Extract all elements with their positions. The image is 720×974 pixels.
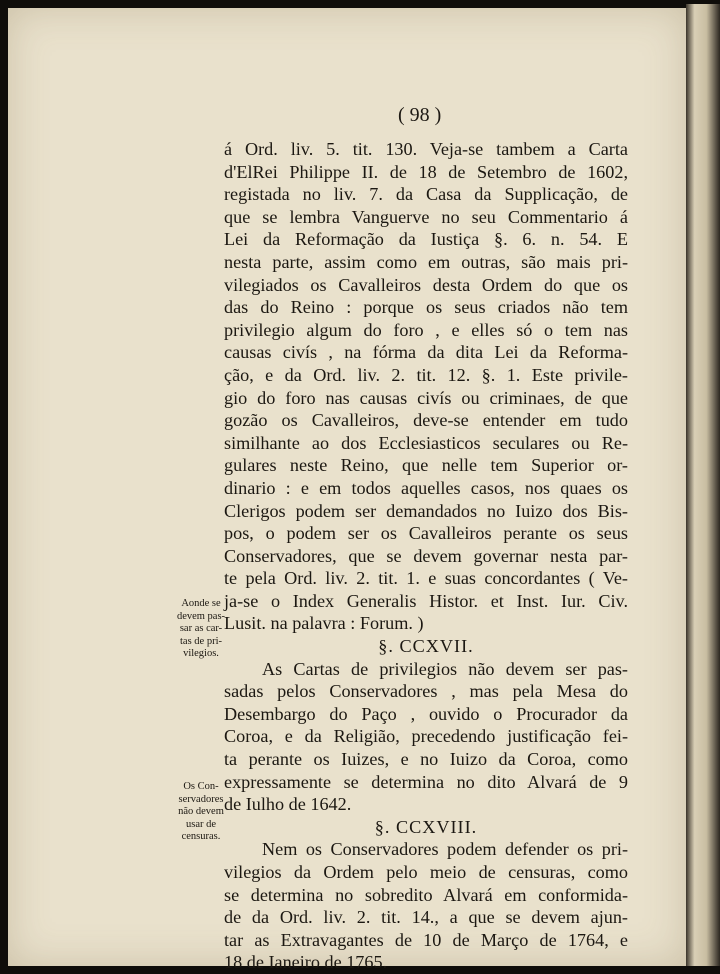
margin-note-line: sar as car-	[179, 623, 223, 634]
section-218-paragraph	[224, 838, 628, 974]
text-line: Desembargo do Paço , ouvido o Procurador da	[224, 703, 628, 724]
margin-note-line: censuras.	[181, 831, 221, 842]
text-line: ja-se o Index Generalis Histor. et Inst. Iur. Civ.	[224, 590, 628, 611]
margin-note-217	[176, 598, 226, 661]
text-line: privilegio algum do foro , e elles só o tem nas	[224, 319, 628, 340]
page-number: ( 98 )	[398, 104, 442, 126]
text-line: ção, e da Ord. liv. 2. tit. 12. §. 1. Este privile-	[224, 364, 628, 385]
main-text-block	[224, 138, 628, 974]
text-line: te pela Ord. liv. 2. tit. 1. e suas concordantes ( Ve-	[224, 568, 628, 589]
text-line: As Cartas de privilegios não devem ser pas-	[262, 658, 628, 679]
text-line: á Ord. liv. 5. tit. 130. Veja-se tambem a Carta	[224, 139, 628, 159]
text-line: causas civís , na fórma da dita Lei da Reforma-	[224, 342, 628, 363]
text-line: Clerigos podem ser demandados no Iuizo dos Bis-	[224, 500, 628, 521]
text-line: nesta parte, assim como em outras, são mais pri-	[224, 251, 628, 272]
text-line: das do Reino : porque os seus criados não tem	[224, 297, 628, 318]
text-line: de Iulho de 1642.	[224, 794, 352, 815]
text-line: que se lembra Vanguerve no seu Commentario á	[224, 206, 628, 227]
text-line: gio do foro nas causas civís ou criminaes, de que	[224, 387, 628, 408]
text-line: tar as Extravagantes de 10 de Março de 1764, e	[224, 929, 628, 950]
text-line: 18 de Ianeiro de 1765.	[224, 952, 388, 973]
margin-note-line: usar de	[185, 818, 217, 830]
text-line: gulares neste Reino, que nelle tem Superior or-	[224, 455, 628, 476]
section-heading-218: §. CCXVIII.	[374, 816, 478, 837]
book-page	[8, 8, 686, 973]
text-line: se determina no sobredito Alvará em conformida-	[224, 884, 628, 905]
text-line: sadas pelos Conservadores , mas pela Mesa do	[224, 681, 628, 702]
text-line: d'ElRei Philippe II. de 18 de Setembro de 1602,	[224, 161, 628, 182]
margin-note-line: Aonde se	[181, 598, 221, 609]
margin-note-line: devem pas-	[176, 610, 226, 622]
text-line: Nem os Conservadores podem defender os pri-	[262, 839, 628, 860]
margin-note-line: vilegios.	[183, 648, 219, 659]
text-line: gozão os Cavalleiros, deve-se entender em tudo	[224, 410, 628, 431]
margin-note-218	[176, 781, 226, 844]
text-line: Conservadores, que se devem governar nesta par-	[224, 545, 628, 566]
text-line: pos, o podem ser os Cavalleiros perante os seus	[224, 523, 628, 544]
text-line: vilegios da Ordem pelo meio de censuras, como	[224, 862, 628, 882]
section-heading-217: §. CCXVII.	[378, 636, 474, 657]
text-line: similhante ao dos Ecclesiasticos seculares ou Re-	[224, 432, 628, 453]
text-line: Coroa, e da Religião, precedendo justificação fei-	[224, 726, 628, 747]
margin-note-line: não devem	[178, 806, 224, 817]
text-line: vilegiados os Cavalleiros desta Ordem do que os	[224, 274, 628, 295]
text-line: dinario : e em todos aquelles casos, nos quaes os	[224, 477, 628, 498]
text-line: expressamente se determina no dito Alvará de 9	[224, 771, 628, 792]
margin-note-line: tas de pri-	[180, 635, 222, 647]
text-line: registada no liv. 7. da Casa da Supplicação, de	[224, 184, 628, 205]
intro-paragraph	[224, 138, 628, 635]
text-line: Lusit. na palavra : Forum. )	[224, 613, 424, 634]
section-217-paragraph	[224, 658, 628, 816]
text-line: ta perante os Iuizes, e no Iuizo da Coroa, como	[224, 749, 628, 770]
text-line: Lei da Reformação da Iustiça §. 6. n. 54. E	[224, 229, 628, 250]
margin-note-line: servadores	[178, 793, 224, 805]
next-page-edge	[686, 4, 720, 966]
text-line: de da Ord. liv. 2. tit. 14., a que se devem ajun-	[224, 907, 628, 928]
margin-note-line: Os Con-	[183, 781, 219, 792]
